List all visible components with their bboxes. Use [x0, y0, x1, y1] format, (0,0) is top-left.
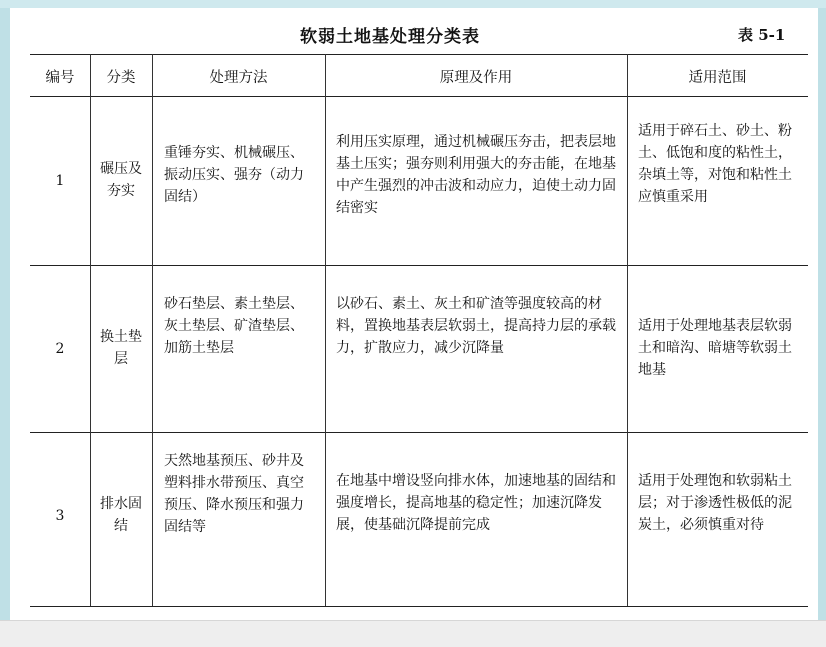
- row1-category: 碾压及夯实: [100, 161, 142, 199]
- row3-method: 天然地基预压、砂井及塑料排水带预压、真空预压、降水预压和强力固结等: [164, 453, 304, 535]
- row2-principle: 以砂石、素土、灰土和矿渣等强度较高的材料，置换地基表层软弱土，提高持力层的承载力，扩散应力，减少沉降量: [336, 296, 616, 356]
- row2-method: 砂石垫层、素土垫层、灰土垫层、矿渣垫层、加筋土垫层: [164, 296, 304, 356]
- row3-principle: 在地基中增设竖向排水体，加速地基的固结和强度增长，提高地基的稳定性；加速沉降发展，使基础沉降提前完成: [336, 473, 616, 533]
- row3-scope: 适用于处理饱和软弱粘土层；对于渗透性极低的泥炭土，必须慎重对待: [638, 473, 792, 533]
- row2-scope: 适用于处理地基表层软弱土和暗沟、暗塘等软弱土地基: [638, 318, 792, 378]
- row1-method: 重锤夯实、机械碾压、振动压实、强夯（动力固结）: [164, 145, 304, 205]
- top-strip: [0, 0, 826, 8]
- header-scope: 适用范围: [688, 70, 747, 86]
- row3-no: 3: [55, 508, 65, 524]
- header-category: 分类: [106, 70, 136, 86]
- col-rule-4: [627, 54, 628, 606]
- rule-row1: [30, 265, 808, 266]
- slide-canvas: [10, 8, 818, 620]
- col-rule-2: [152, 54, 153, 606]
- rule-bottom: [30, 606, 808, 607]
- table-number: 表 5-1: [738, 26, 786, 44]
- header-principle: 原理及作用: [439, 70, 513, 86]
- rule-header: [30, 96, 808, 97]
- col-rule-1: [90, 54, 91, 606]
- table-title: 软弱土地基处理分类表: [300, 27, 480, 47]
- row2-category: 换土垫层: [100, 329, 142, 367]
- row3-category: 排水固结: [100, 496, 142, 534]
- row1-principle: 利用压实原理，通过机械碾压夯击，把表层地基土压实；强夯则利用强大的夯击能，在地基中产生强烈的冲击波和动应力，迫使土动力固结密实: [336, 134, 616, 216]
- row1-no: 1: [55, 173, 65, 189]
- row2-no: 2: [55, 341, 65, 357]
- bottom-bar: [0, 620, 826, 647]
- rule-top: [30, 54, 808, 55]
- rule-row2: [30, 432, 808, 433]
- header-method: 处理方法: [209, 70, 268, 86]
- row1-scope: 适用于碎石土、砂土、粉土、低饱和度的粘性土，杂填土等，对饱和粘性土应慎重采用: [638, 123, 792, 205]
- header-no: 编号: [45, 70, 75, 86]
- col-rule-3: [325, 54, 326, 606]
